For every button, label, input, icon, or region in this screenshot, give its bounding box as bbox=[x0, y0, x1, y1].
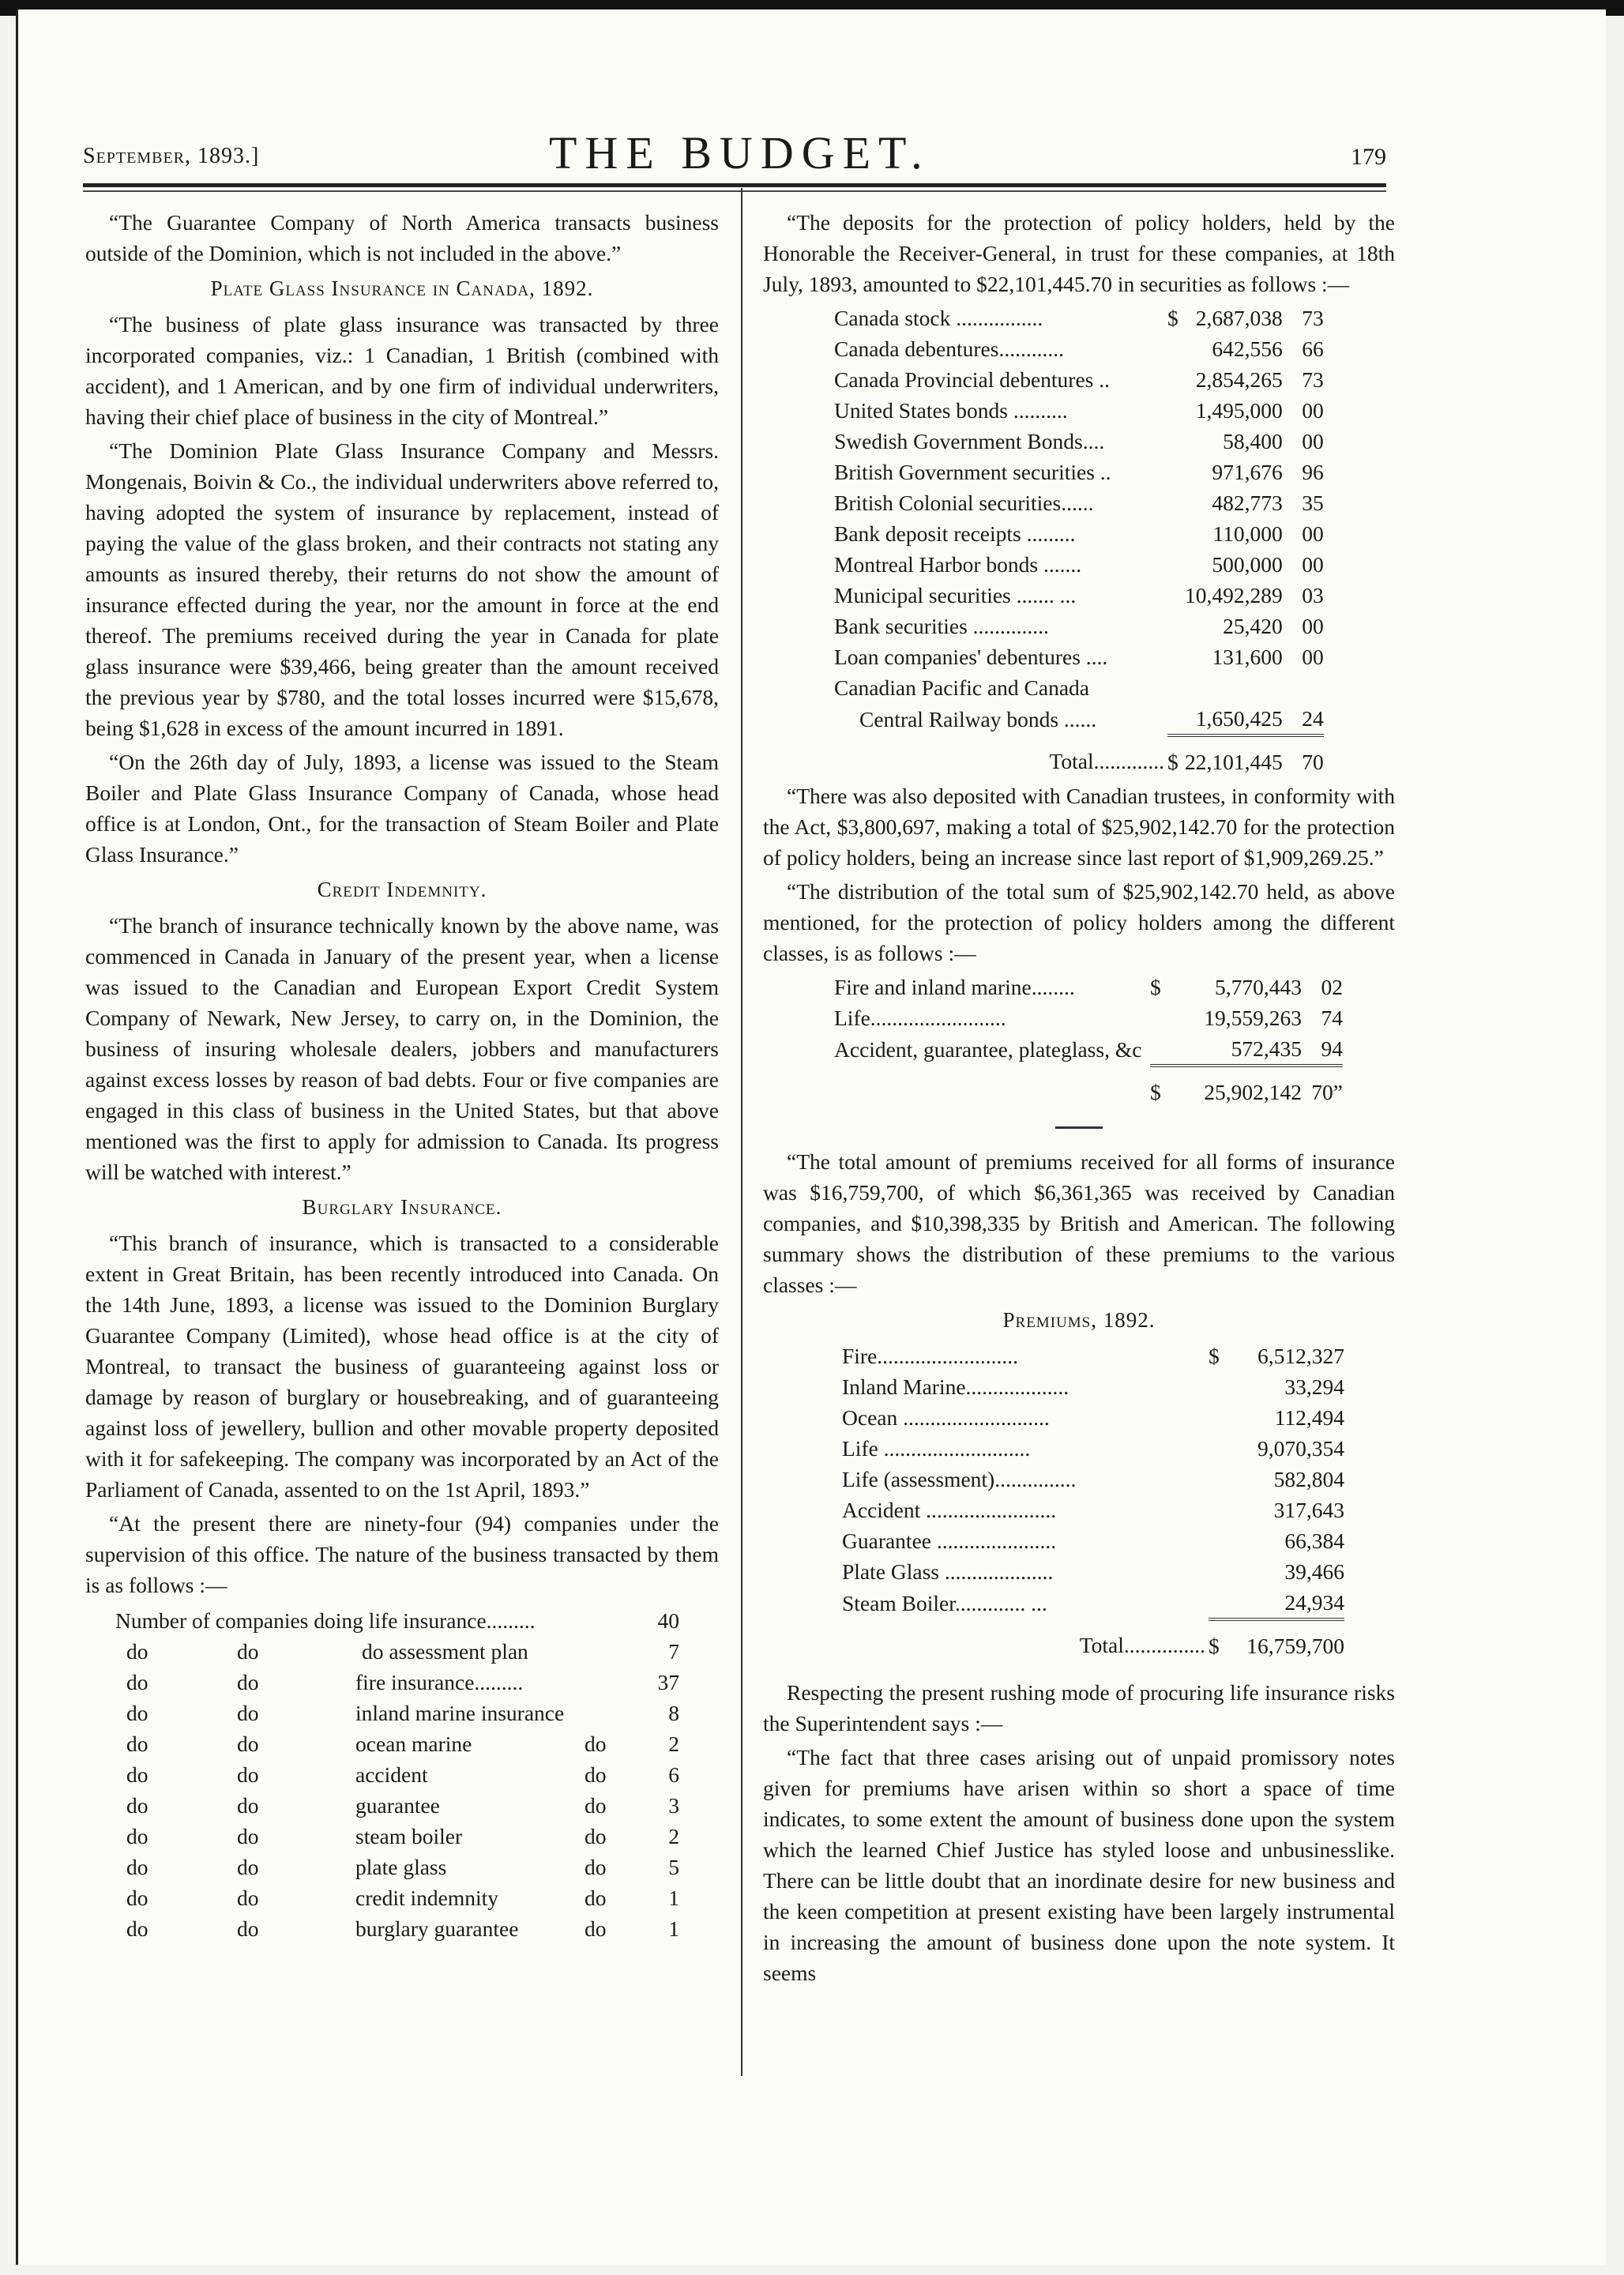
dollar-sign: $ bbox=[1150, 975, 1161, 999]
row-amount: 582,804 bbox=[1273, 1467, 1344, 1491]
table-cell: do bbox=[237, 1855, 259, 1879]
table-cell: credit indemnity bbox=[355, 1886, 498, 1910]
total-amount: 22,101,445 bbox=[1185, 735, 1283, 777]
table-cell: plate glass bbox=[355, 1855, 447, 1879]
table-cell-count: 5 bbox=[668, 1855, 679, 1879]
dollar-sign: $ bbox=[1209, 1344, 1220, 1368]
section-divider bbox=[1055, 1126, 1103, 1129]
row-label: Fire and inland marine........ bbox=[834, 975, 1075, 999]
table-cell: do bbox=[237, 1916, 259, 1941]
table-cell: do bbox=[237, 1824, 259, 1848]
section-heading: Plate Glass Insurance in Canada, 1892. bbox=[210, 276, 594, 300]
paragraph: “The distribution of the total sum of $25,902,142.70 held, as above mentioned, for the protection of policy holders among the different classes, is as follows :— bbox=[763, 879, 1395, 965]
premiums-table bbox=[842, 1341, 1344, 1661]
table-row bbox=[85, 1852, 679, 1882]
dollar-sign: $ bbox=[1150, 1066, 1167, 1107]
table-cell: do bbox=[585, 1886, 607, 1910]
table-row bbox=[842, 1495, 1344, 1525]
dollar-sign bbox=[1167, 580, 1185, 611]
table-row bbox=[85, 1913, 679, 1944]
table-cell: do bbox=[237, 1639, 259, 1664]
table-cell: do bbox=[237, 1732, 259, 1756]
table-cell: do bbox=[585, 1793, 607, 1818]
row-amount: 971,676 bbox=[1212, 460, 1283, 484]
total-row bbox=[834, 1066, 1343, 1107]
securities-table bbox=[834, 303, 1324, 777]
row-label: Canada stock ................ bbox=[834, 306, 1043, 330]
dollar-sign bbox=[1167, 426, 1185, 457]
table-cell-count: 1 bbox=[668, 1916, 679, 1941]
dollar-sign bbox=[1209, 1402, 1226, 1433]
section-heading: Credit Indemnity. bbox=[317, 878, 487, 901]
row-cents: 24 bbox=[1302, 706, 1324, 731]
dollar-sign bbox=[1167, 641, 1185, 672]
row-amount: 1,650,425 bbox=[1195, 706, 1283, 731]
table-row bbox=[834, 303, 1324, 333]
right-column bbox=[763, 207, 1395, 1991]
table-cell: guarantee bbox=[355, 1793, 440, 1818]
header-rule bbox=[83, 183, 1386, 187]
row-amount: 2,854,265 bbox=[1195, 367, 1283, 392]
table-cell: do bbox=[585, 1762, 607, 1787]
row-amount: 482,773 bbox=[1212, 491, 1283, 515]
total-row bbox=[842, 1619, 1344, 1661]
row-amount: 24,934 bbox=[1284, 1590, 1344, 1615]
table-row bbox=[834, 364, 1324, 395]
dollar-sign bbox=[1209, 1464, 1226, 1495]
dollar-sign bbox=[1150, 1033, 1167, 1066]
table-cell-count: 2 bbox=[668, 1824, 679, 1848]
table-cell: do bbox=[237, 1886, 259, 1910]
dollar-sign bbox=[1209, 1433, 1226, 1464]
table-cell: do bbox=[126, 1639, 148, 1664]
table-row bbox=[834, 457, 1324, 487]
row-amount: 1,495,000 bbox=[1195, 398, 1283, 423]
row-cents: 74 bbox=[1321, 1006, 1343, 1030]
row-amount: 9,070,354 bbox=[1257, 1436, 1344, 1461]
table-cell-count: 1 bbox=[668, 1886, 679, 1910]
total-cents: 70 bbox=[1283, 735, 1324, 777]
row-amount: 33,294 bbox=[1284, 1374, 1344, 1399]
row-label: Guarantee ...................... bbox=[842, 1529, 1057, 1553]
row-label: Loan companies' debentures .... bbox=[834, 645, 1108, 669]
table-row bbox=[842, 1371, 1344, 1402]
header-rule-thin bbox=[83, 190, 1386, 192]
total-amount: 25,902,142 bbox=[1167, 1066, 1302, 1107]
dollar-sign bbox=[1209, 1525, 1226, 1556]
left-column bbox=[85, 207, 719, 1944]
row-amount: 25,420 bbox=[1223, 614, 1283, 638]
dollar-sign: $ bbox=[1167, 735, 1185, 777]
table-cell: do bbox=[126, 1855, 148, 1879]
paragraph: “The Dominion Plate Glass Insurance Company and Messrs. Mongenais, Boivin & Co., the individual underwriters above referred to, having adopted the system of insurance by replacement, instead of paying the value of the glass broken, and their contracts not stating any amounts as insured thereby, their returns do not show the amount of insurance effected during the year, nor the amount in force at the end thereof. The premiums received during the year in Canada for plate glass insurance were $39,466, being greater than the amount received the previous year by $780, and the total losses incurred were $15,678, being $1,628 in excess of the amount incurred in 1891. bbox=[85, 438, 719, 740]
row-amount: 66,384 bbox=[1284, 1529, 1344, 1553]
table-cell-count: 7 bbox=[668, 1639, 679, 1664]
dollar-sign bbox=[1150, 1002, 1167, 1033]
row-label: Central Railway bonds ...... bbox=[859, 707, 1097, 731]
row-amount: 10,492,289 bbox=[1185, 583, 1283, 607]
table-cell: do bbox=[585, 1855, 607, 1879]
row-cents: 94 bbox=[1321, 1036, 1343, 1061]
table-cell: do assessment plan bbox=[362, 1639, 528, 1664]
table-cell: steam boiler bbox=[355, 1824, 463, 1848]
table-row bbox=[85, 1882, 679, 1913]
row-amount: 5,770,443 bbox=[1215, 975, 1302, 999]
table-row bbox=[85, 1698, 679, 1728]
row-amount: 2,687,038 bbox=[1195, 306, 1283, 330]
table-cell-count: 37 bbox=[657, 1670, 679, 1694]
table-row bbox=[85, 1605, 679, 1636]
table-cell-count: 6 bbox=[668, 1762, 679, 1787]
table-cell: do bbox=[237, 1793, 259, 1818]
row-amount: 500,000 bbox=[1212, 552, 1283, 577]
column-divider bbox=[741, 188, 742, 2076]
table-cell: do bbox=[237, 1701, 259, 1725]
row-cents: 00 bbox=[1302, 614, 1324, 638]
row-cents: 00 bbox=[1302, 521, 1324, 546]
table-cell-count: 8 bbox=[668, 1701, 679, 1725]
row-cents: 35 bbox=[1302, 491, 1324, 515]
row-label: Canada debentures............ bbox=[834, 337, 1064, 361]
total-label: Total............. bbox=[1049, 749, 1164, 773]
paragraph: “The branch of insurance technically known by the above name, was commenced in Canada in January of the present year, when a license was issued to the Canadian and European Export Credit System Company of Newark, New Jersey, to carry on, in the Dominion, the business of insuring wholesale dealers, jobbers and manufacturers against excess losses by reason of bad debts. Four or five companies are engaged in this class of business in the United States, but that above mentioned was the first to apply for admission to Canada. Its progress will be watched with interest.” bbox=[85, 913, 719, 1184]
row-amount: 131,600 bbox=[1212, 645, 1283, 669]
row-amount: 317,643 bbox=[1273, 1498, 1344, 1522]
row-label: Inland Marine................... bbox=[842, 1374, 1070, 1399]
table-cell-count: 3 bbox=[668, 1793, 679, 1818]
row-label: Swedish Government Bonds.... bbox=[834, 429, 1105, 453]
dollar-sign bbox=[1209, 1495, 1226, 1525]
table-row bbox=[85, 1821, 679, 1852]
dollar-sign bbox=[1167, 487, 1185, 518]
table-row bbox=[842, 1402, 1344, 1433]
page-header bbox=[83, 126, 1386, 182]
table-row bbox=[85, 1759, 679, 1790]
row-amount: 58,400 bbox=[1223, 429, 1283, 453]
row-label: British Colonial securities...... bbox=[834, 491, 1094, 515]
table-row bbox=[842, 1556, 1344, 1587]
table-cell: do bbox=[126, 1886, 148, 1910]
table-cell: accident bbox=[355, 1762, 428, 1787]
table-row bbox=[842, 1464, 1344, 1495]
table-cell: burglary guarantee bbox=[355, 1916, 519, 1941]
table-row bbox=[842, 1587, 1344, 1619]
row-label: Bank securities .............. bbox=[834, 614, 1049, 638]
table-cell: do bbox=[585, 1916, 607, 1941]
table-cell: do bbox=[237, 1670, 259, 1694]
table-cell: do bbox=[126, 1824, 148, 1848]
row-amount: 19,559,263 bbox=[1204, 1006, 1302, 1030]
section-heading: Premiums, 1892. bbox=[1002, 1308, 1156, 1332]
table-cell-count: 2 bbox=[668, 1732, 679, 1756]
paragraph: “The total amount of premiums received for all forms of insurance was $16,759,700, of which $6,361,365 was received by Canadian companies, and $10,398,335 by British and American. The following summary shows the distribution of these premiums to the various classes :— bbox=[763, 1149, 1395, 1297]
paragraph: “At the present there are ninety-four (94) companies under the supervision of this office. The nature of the business transacted by them is as follows :— bbox=[85, 1511, 719, 1597]
row-label: Municipal securities ....... ... bbox=[834, 583, 1077, 607]
table-row bbox=[834, 395, 1324, 426]
row-label: Life ........................... bbox=[842, 1436, 1031, 1461]
row-cents: 00 bbox=[1302, 645, 1324, 669]
companies-table bbox=[85, 1605, 679, 1944]
row-label: United States bonds .......... bbox=[834, 398, 1068, 423]
row-label: Accident, guarantee, plateglass, &c bbox=[834, 1037, 1142, 1062]
table-row bbox=[834, 333, 1324, 364]
table-row bbox=[834, 1002, 1343, 1033]
table-row bbox=[834, 672, 1324, 703]
dollar-sign bbox=[1167, 364, 1185, 395]
table-row bbox=[834, 426, 1324, 457]
row-label: British Government securities .. bbox=[834, 460, 1111, 484]
row-amount: 6,512,327 bbox=[1257, 1344, 1344, 1368]
paragraph: “There was also deposited with Canadian trustees, in conformity with the Act, $3,800,697, making a total of $25,902,142.70 for the protection of policy holders, being an increase since last report of $1,909,269.25.” bbox=[763, 784, 1395, 870]
row-cents: 66 bbox=[1302, 337, 1324, 361]
paragraph: “The business of plate glass insurance was transacted by three incorporated companies, viz.: 1 Canadian, 1 British (combined with accident), and 1 American, and by one firm of individual underwriters, having their chief place of business in the city of Montreal.” bbox=[85, 312, 719, 429]
dollar-sign bbox=[1167, 457, 1185, 487]
row-cents: 00 bbox=[1302, 429, 1324, 453]
table-cell: do bbox=[126, 1670, 148, 1694]
paragraph: “The fact that three cases arising out of unpaid promissory notes given for premiums have arisen within so short a space of time indicates, to some extent the amount of business done upon the system which the learned Chief Justice has styled loose and unbusinesslike. There can be little doubt that an inordinate desire for new business and the keen competition at present existing have been largely instrumental in increasing the amount of business done upon the note system. It seems bbox=[763, 1745, 1395, 1985]
row-label: Canadian Pacific and Canada bbox=[834, 675, 1089, 700]
row-label: Montreal Harbor bonds ....... bbox=[834, 552, 1082, 577]
dollar-sign bbox=[1209, 1556, 1226, 1587]
row-label: Plate Glass .................... bbox=[842, 1559, 1054, 1584]
header-date: September, 1893.] bbox=[83, 144, 260, 168]
row-amount: 39,466 bbox=[1284, 1559, 1344, 1584]
table-row bbox=[834, 1033, 1343, 1066]
row-amount bbox=[1185, 672, 1283, 703]
row-label: Ocean ........................... bbox=[842, 1405, 1050, 1430]
row-label: Life......................... bbox=[834, 1006, 1006, 1030]
row-amount: 110,000 bbox=[1212, 521, 1283, 546]
section-heading: Burglary Insurance. bbox=[302, 1195, 502, 1219]
total-row bbox=[834, 735, 1324, 777]
table-row bbox=[834, 611, 1324, 641]
row-label: Canada Provincial debentures .. bbox=[834, 367, 1110, 392]
table-cell: do bbox=[126, 1701, 148, 1725]
dollar-sign bbox=[1209, 1371, 1226, 1402]
dollar-sign bbox=[1167, 395, 1185, 426]
table-cell: do bbox=[585, 1732, 607, 1756]
total-label: Total............... bbox=[1079, 1633, 1205, 1657]
dollar-sign bbox=[1167, 703, 1185, 735]
table-row bbox=[85, 1667, 679, 1698]
table-cell: fire insurance......... bbox=[355, 1670, 524, 1694]
row-cents: 73 bbox=[1302, 367, 1324, 392]
distribution-table bbox=[834, 972, 1343, 1107]
paragraph: Respecting the present rushing mode of procuring life insurance risks the Superintendent says :— bbox=[763, 1680, 1395, 1735]
row-label: Fire.......................... bbox=[842, 1344, 1019, 1368]
row-cents: 96 bbox=[1302, 460, 1324, 484]
table-row bbox=[842, 1433, 1344, 1464]
dollar-sign: $ bbox=[1209, 1619, 1226, 1661]
table-cell: Number of companies doing life insurance......... bbox=[115, 1608, 536, 1633]
row-amount: 112,494 bbox=[1274, 1405, 1344, 1430]
table-cell-count: 40 bbox=[657, 1608, 679, 1633]
table-row bbox=[85, 1790, 679, 1821]
table-cell: inland marine insurance bbox=[355, 1701, 565, 1725]
table-row bbox=[834, 549, 1324, 580]
row-cents bbox=[1283, 672, 1324, 703]
row-cents: 73 bbox=[1302, 306, 1324, 330]
table-row bbox=[85, 1728, 679, 1759]
row-label: Bank deposit receipts ......... bbox=[834, 521, 1076, 546]
row-cents: 03 bbox=[1302, 583, 1324, 607]
table-cell: do bbox=[237, 1762, 259, 1787]
table-cell: do bbox=[585, 1824, 607, 1848]
dollar-sign bbox=[1167, 518, 1185, 549]
row-amount: 572,435 bbox=[1231, 1036, 1302, 1061]
table-row bbox=[85, 1636, 679, 1667]
table-row bbox=[834, 580, 1324, 611]
row-cents: 02 bbox=[1321, 975, 1343, 999]
table-cell: do bbox=[126, 1916, 148, 1941]
table-row bbox=[834, 641, 1324, 672]
page-title: THE BUDGET. bbox=[549, 127, 930, 179]
row-amount: 642,556 bbox=[1212, 337, 1283, 361]
dollar-sign: $ bbox=[1167, 306, 1179, 330]
total-cents: 70” bbox=[1302, 1066, 1343, 1107]
paragraph: “This branch of insurance, which is transacted to a considerable extent in Great Britain, has been recently introduced into Canada. On the 14th June, 1893, a license was issued to the Dominion Burglary Guarantee Company (Limited), whose head office is at the city of Montreal, to transact the business of guaranteeing against loss or damage by reason of burglary or housebreaking, and of guaranteeing against loss of jewellery, bullion and other movable property deposited with it for safekeeping. The company was incorporated by an Act of the Parliament of Canada, assented to on the 1st April, 1893.” bbox=[85, 1231, 719, 1502]
row-label: Life (assessment)............... bbox=[842, 1467, 1077, 1491]
page-number: 179 bbox=[1351, 144, 1386, 170]
dollar-sign bbox=[1167, 549, 1185, 580]
paragraph: “On the 26th day of July, 1893, a license was issued to the Steam Boiler and Plate Glass Insurance Company of Canada, whose head office is at London, Ont., for the transaction of Steam Boiler and Plate Glass Insurance.” bbox=[85, 750, 719, 867]
table-cell: do bbox=[126, 1762, 148, 1787]
table-row bbox=[834, 487, 1324, 518]
total-amount: 16,759,700 bbox=[1226, 1619, 1344, 1661]
dollar-sign bbox=[1167, 333, 1185, 364]
row-cents: 00 bbox=[1302, 398, 1324, 423]
dollar-sign bbox=[1167, 672, 1185, 703]
row-cents: 00 bbox=[1302, 552, 1324, 577]
table-cell: do bbox=[126, 1732, 148, 1756]
row-label: Steam Boiler............. ... bbox=[842, 1591, 1047, 1615]
table-row bbox=[834, 972, 1343, 1002]
paragraph: “The Guarantee Company of North America transacts business outside of the Dominion, which is not included in the above.” bbox=[85, 210, 719, 265]
table-row bbox=[842, 1525, 1344, 1556]
table-row bbox=[842, 1341, 1344, 1371]
table-cell: do bbox=[126, 1793, 148, 1818]
table-row bbox=[834, 518, 1324, 549]
table-cell: ocean marine bbox=[355, 1732, 472, 1756]
dollar-sign bbox=[1167, 611, 1185, 641]
table-row bbox=[834, 703, 1324, 735]
row-label: Accident ........................ bbox=[842, 1498, 1057, 1522]
dollar-sign bbox=[1209, 1587, 1226, 1619]
paragraph: “The deposits for the protection of policy holders, held by the Honorable the Receiver-General, in trust for these companies, at 18th July, 1893, amounted to $22,101,445.70 in securities as follows :— bbox=[763, 210, 1395, 296]
